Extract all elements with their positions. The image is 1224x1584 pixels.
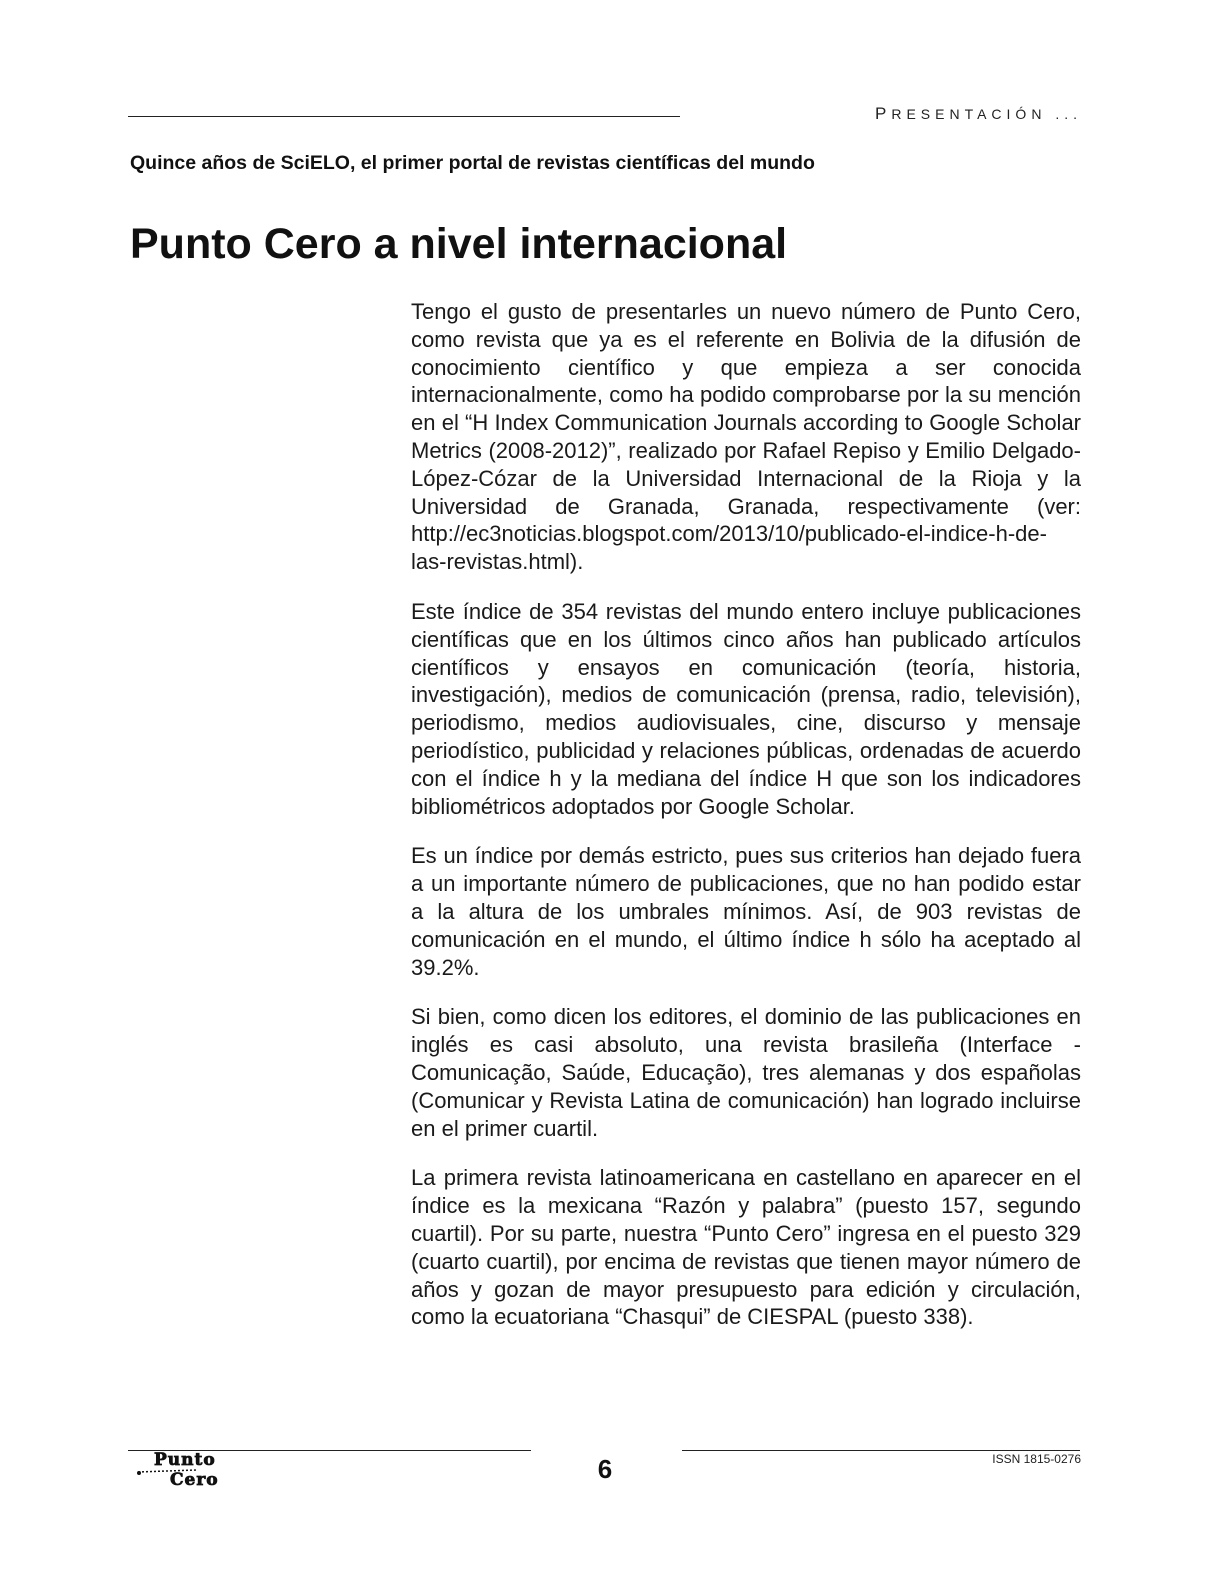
page-title: Punto Cero a nivel internacional <box>130 220 788 268</box>
section-label-text: PRESENTACIÓN ... <box>875 104 1082 123</box>
kicker: Quince años de SciELO, el primer portal de revistas científicas del mundo <box>130 152 815 174</box>
paragraph-1: Tengo el gusto de presentarles un nuevo número de Punto Cero, como revista que ya es el referente en Bolivia de la difusión de conocimiento científico y que empieza a ser conocida internacionalmente, como ha podido comprobarse por la su mención en el “H Index Communication Journals according to Google Scholar Metrics (2008-2012)”, realizado por Rafael Repiso y Emilio Delgado-López-Cózar de la Universidad Internacional de la Rioja y la Universidad de Granada, Granada, respectivamente (ver: http://ec3noticias.blogspot.com/2013/10/publicado-el-indice-h-de-las-revistas.html). <box>411 299 1081 575</box>
article-body <box>411 298 1081 1353</box>
punto-cero-logo <box>136 1450 276 1492</box>
paragraph-5: La primera revista latinoamericana en castellano en aparecer en el índice es la mexicana “Razón y palabra” (puesto 157, segundo cuartil). Por su parte, nuestra “Punto Cero” ingresa en el puesto 329 (cuarto cuartil), por encima de revistas que tienen mayor número de años y gozan de mayor presupuesto para edición y circulación, como la ecuatoriana “Chasqui” de CIESPAL (puesto 338). <box>411 1165 1081 1330</box>
page-number: 6 <box>597 1454 613 1484</box>
issn: ISSN 1815-0276 <box>992 1452 1081 1466</box>
paragraph-2: Este índice de 354 revistas del mundo entero incluye publicaciones científicas que en los últimos cinco años han publicado artículos científicos y ensayos en comunicación (teoría, historia, investigación), medios de comunicación (prensa, radio, televisión), periodismo, medios audiovisuales, cine, discurso y mensaje periodístico, publicidad y relaciones públicas, ordenadas de acuerdo con el índice h y la mediana del índice H que son los indicadores bibliométricos adoptados por Google Scholar. <box>411 598 1081 819</box>
paragraph-3: Es un índice por demás estricto, pues sus criterios han dejado fuera a un importante número de publicaciones, que no han podido estar a la altura de los umbrales mínimos. Así, de 903 revistas de comunicación en el mundo, el último índice h sólo ha aceptado al 39.2%. <box>411 843 1081 980</box>
logo-word-punto: Punto <box>154 1450 216 1470</box>
logo-word-cero: Cero <box>170 1470 219 1490</box>
footer-rule-right <box>682 1450 1080 1451</box>
header-rule <box>128 116 680 117</box>
section-label <box>875 104 1082 124</box>
paragraph-4: Si bien, como dicen los editores, el dominio de las publicaciones en inglés es casi absoluto, una revista brasileña (Interface - Comunicação, Saúde, Educação), tres alemanas y dos españolas (Comunicar y Revista Latina de comunicación) han logrado incluirse en el primer cuartil. <box>411 1004 1081 1141</box>
